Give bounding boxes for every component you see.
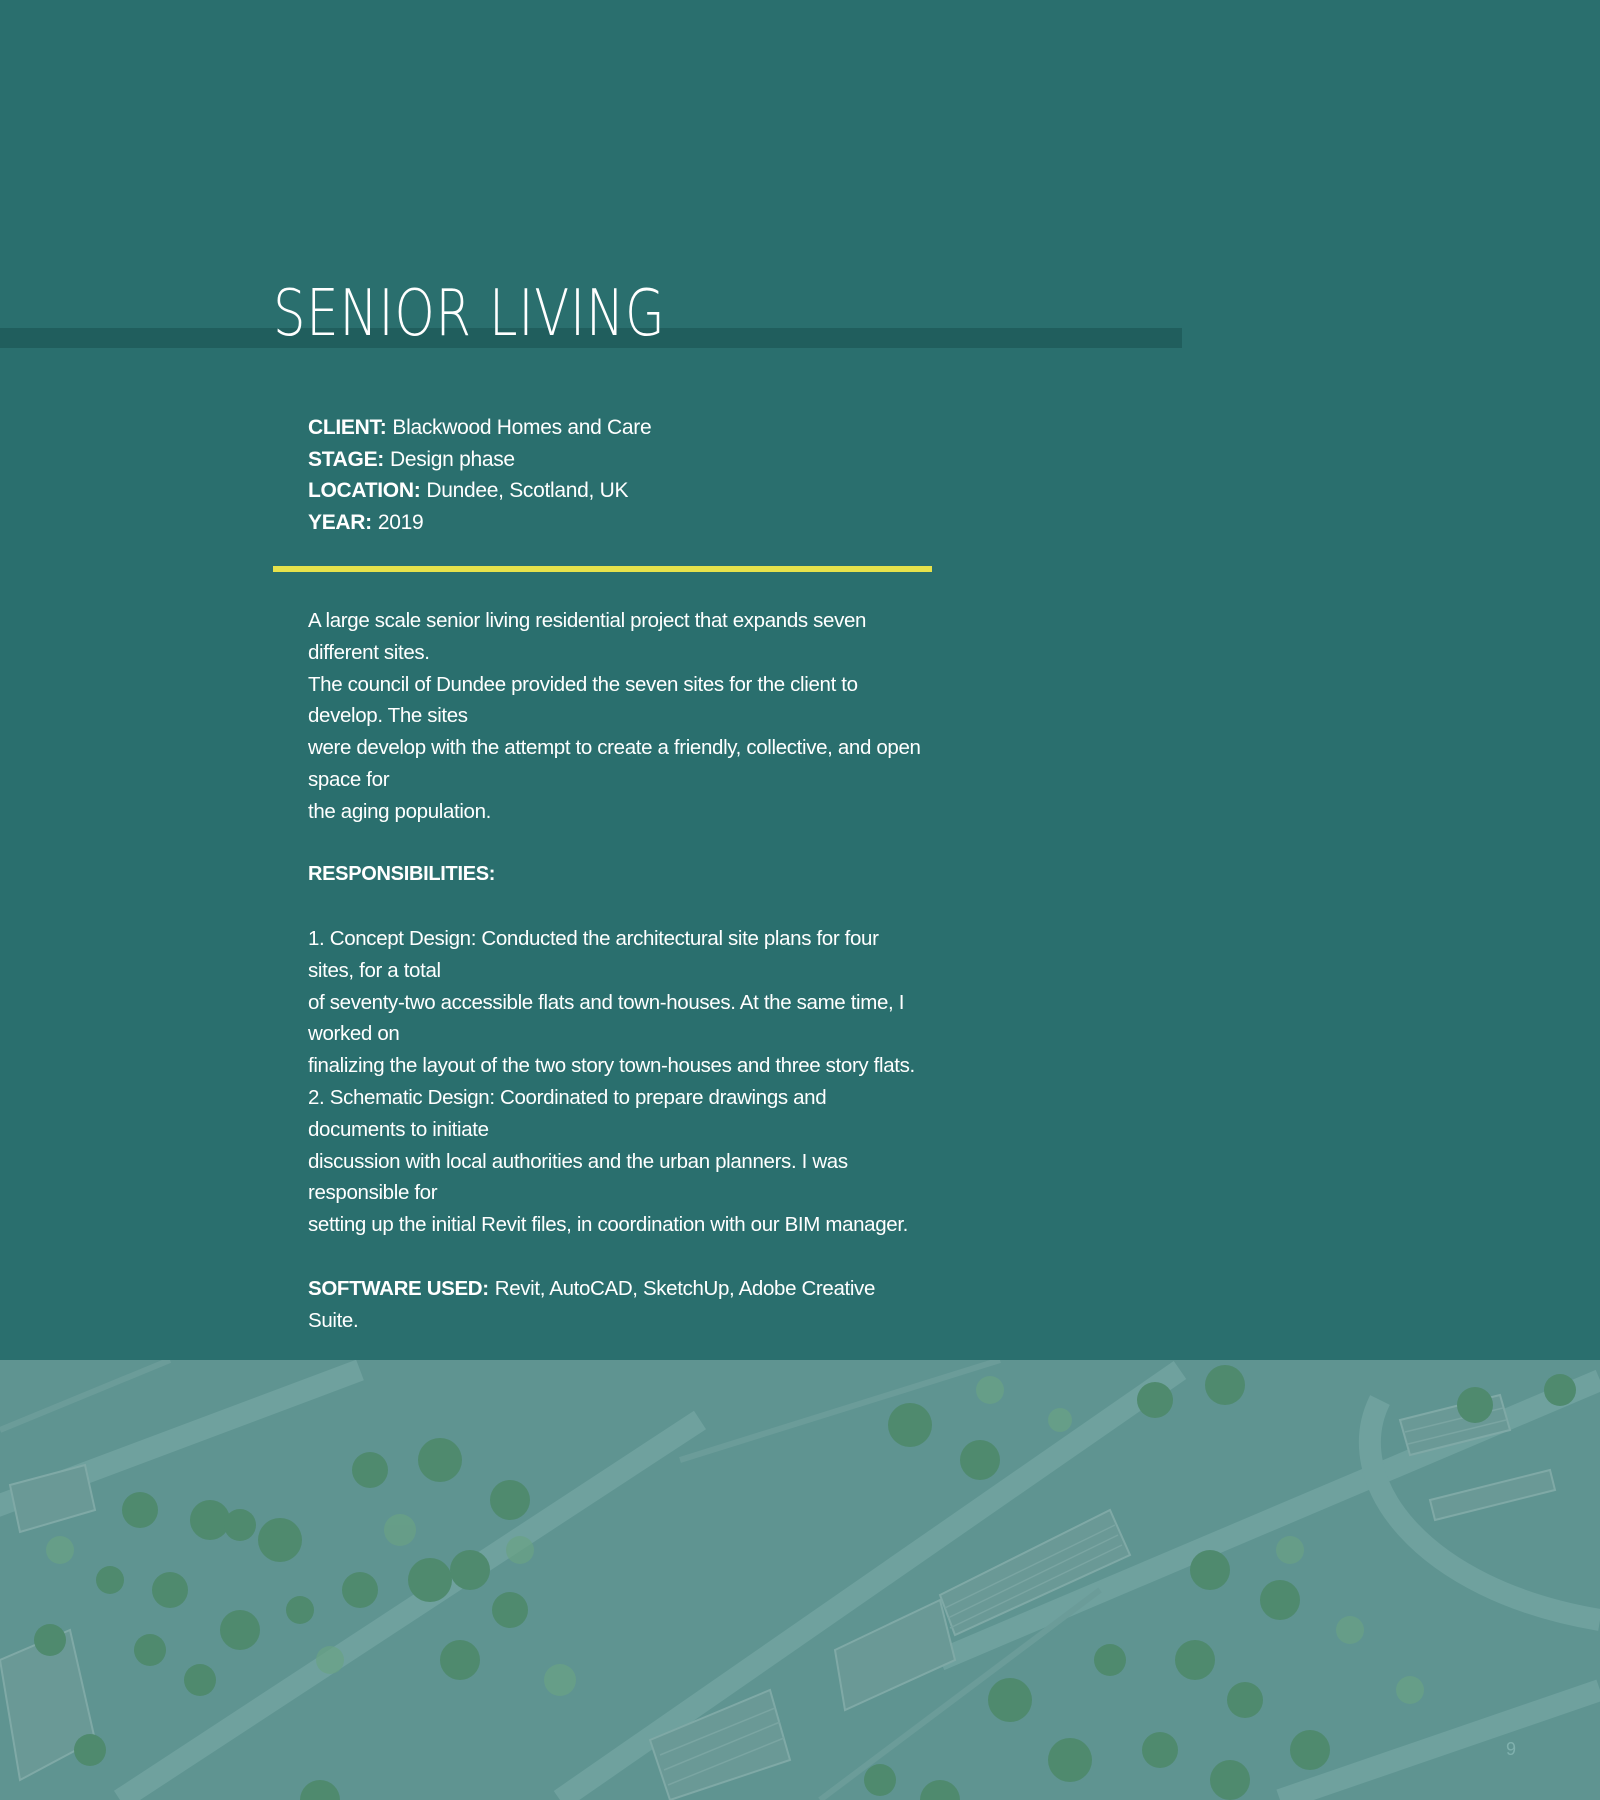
client-label: CLIENT: xyxy=(308,416,387,439)
meta-stage xyxy=(308,444,928,476)
project-description xyxy=(308,605,928,828)
year-label: YEAR: xyxy=(308,510,372,534)
software-label: SOFTWARE USED: xyxy=(308,1276,489,1300)
responsibility-line: 1. Concept Design: Conducted the architectural site plans for four sites, for a total xyxy=(308,926,879,982)
responsibility-line: of seventy-two accessible flats and town-houses. At the same time, I worked on xyxy=(308,990,905,1046)
project-body xyxy=(308,605,928,1336)
software-used xyxy=(308,1273,928,1337)
meta-year xyxy=(308,507,928,539)
site-plan-image xyxy=(0,1360,1600,1800)
meta-client xyxy=(308,412,928,444)
responsibility-line: 2. Schematic Design: Coordinated to prepare drawings and documents to initiate xyxy=(308,1085,827,1141)
location-label: LOCATION: xyxy=(308,479,421,503)
description-line: The council of Dundee provided the seven sites for the client to develop. The sites xyxy=(308,672,858,728)
stage-value: Design phase xyxy=(389,447,515,471)
location-value: Dundee, Scotland, UK xyxy=(426,479,629,503)
page-number: 9 xyxy=(1505,1739,1516,1759)
page-title: SENIOR LIVING xyxy=(273,277,666,351)
client-value: Blackwood Homes and Care xyxy=(392,416,652,439)
responsibilities-heading: RESPONSIBILITIES: xyxy=(308,863,496,886)
meta-location xyxy=(308,475,928,507)
responsibility-line: setting up the initial Revit files, in coordination with our BIM manager. xyxy=(308,1213,909,1237)
responsibility-line: finalizing the layout of the two story town-houses and three story flats. xyxy=(308,1054,915,1078)
accent-divider xyxy=(273,566,932,572)
project-meta xyxy=(308,412,928,538)
responsibility-line: discussion with local authorities and the urban planners. I was responsible for xyxy=(308,1149,848,1205)
description-line: were develop with the attempt to create a friendly, collective, and open space for xyxy=(308,736,921,791)
year-value: 2019 xyxy=(377,510,424,534)
description-line: A large scale senior living residential project that expands seven different sites. xyxy=(308,609,867,664)
responsibilities-list xyxy=(308,923,928,1241)
software-value: Revit, AutoCAD, SketchUp, Adobe Creative Suite. xyxy=(308,1276,876,1332)
description-line: the aging population. xyxy=(308,799,492,823)
site-plan-illustration xyxy=(0,1360,1600,1800)
stage-label: STAGE: xyxy=(308,447,384,471)
